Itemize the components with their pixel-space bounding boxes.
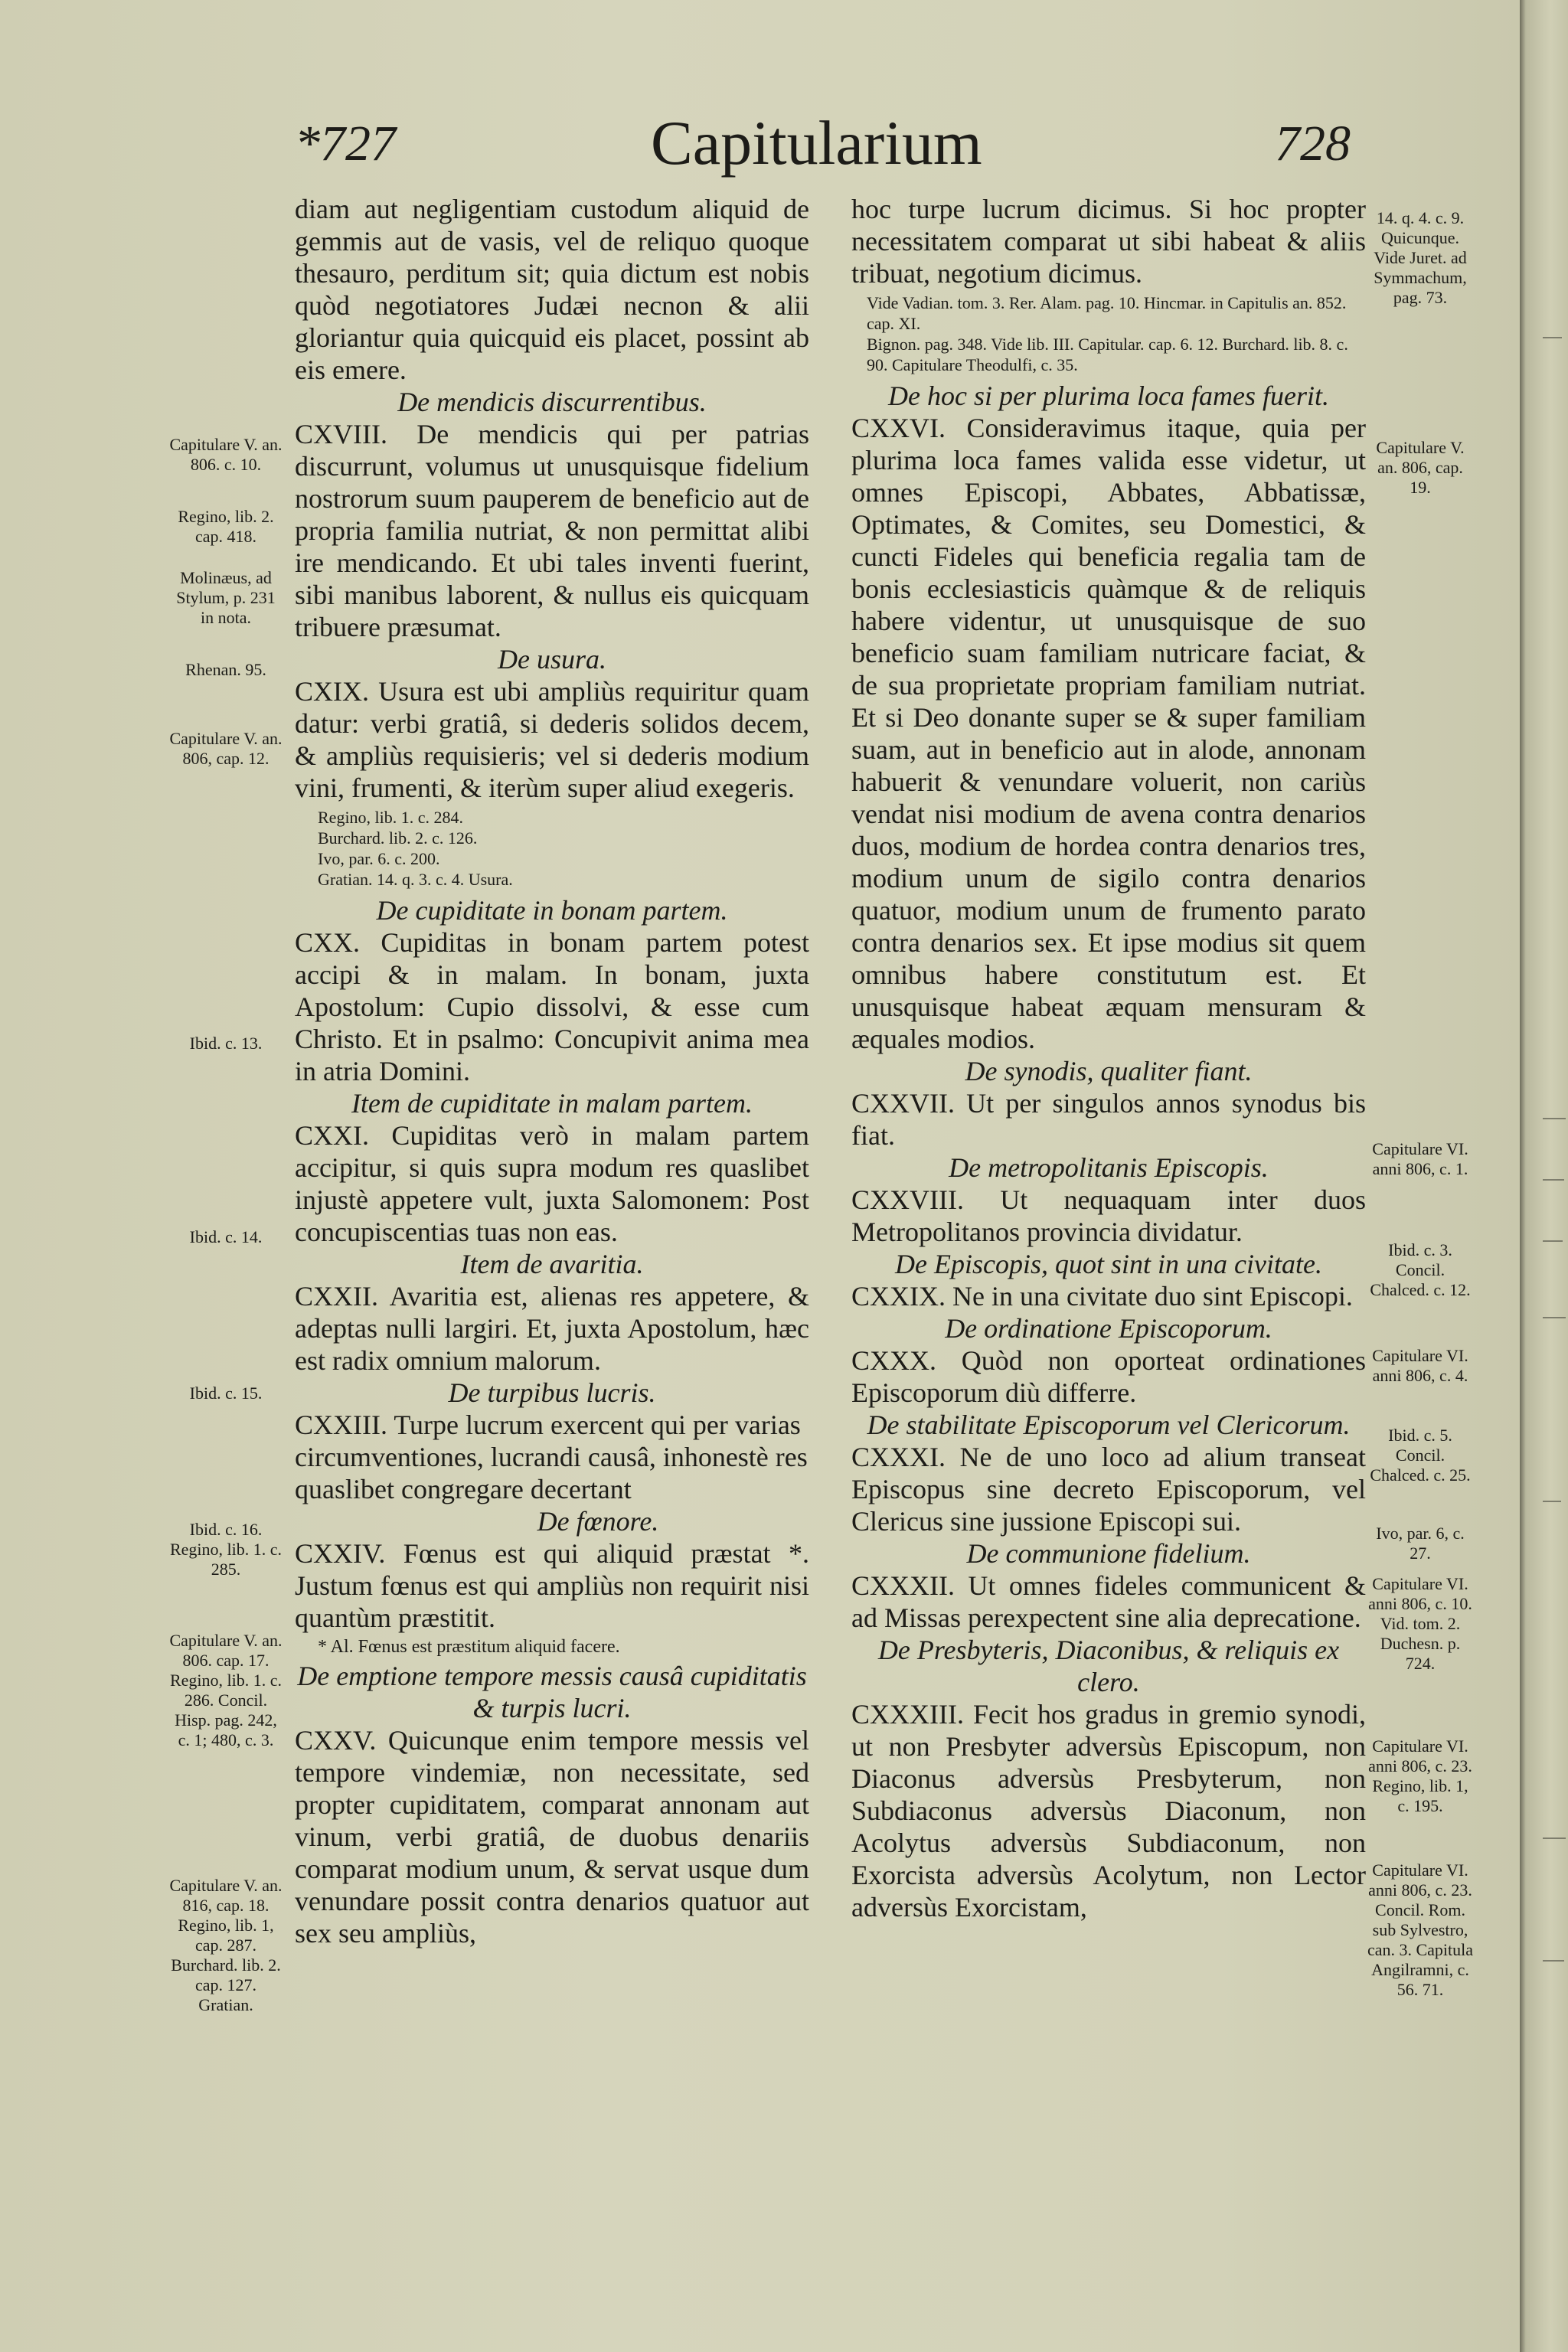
paragraph: CXXVII. Ut per singulos annos synodus bis fiat.: [851, 1088, 1366, 1151]
section-title: De cupiditate in bonam partem.: [376, 895, 728, 926]
section-title: De usura.: [498, 644, 606, 675]
section-title: De stabilitate Episcoporum vel Clericorum.: [867, 1410, 1351, 1440]
paragraph: CXXII. Avaritia est, alienas res appetere, & adeptas nulli largiri. Et, juxta Apostolum, hæc est radix omnium malorum.: [295, 1281, 809, 1376]
right-margin-note: Capitulare VI. anni 806, c. 1.: [1372, 1139, 1468, 1178]
right-margin-note: Ibid. c. 5. Concil. Chalced. c. 25.: [1370, 1426, 1471, 1485]
paragraph: CXXXIII. Fecit hos gradus in gremio synodi, ut non Presbyter adversùs Episcopum, non Diaconus adversùs Presbyterum, non Subdiaconus adversùs Diaconum, non Acolytus adversùs Subdiaconum, non Exorcista adversùs Acolytum, non Lector adversùs Exorcistam,: [851, 1699, 1366, 1922]
left-margin-note: Rhenan. 95.: [185, 660, 266, 679]
right-margin-note: Capitulare VI. anni 806, c. 23. Regino, lib. 1, c. 195.: [1368, 1736, 1472, 1815]
paragraph: CXXX. Quòd non oporteat ordinationes Episcoporum diù differre.: [851, 1345, 1366, 1408]
section-title: De Presbyteris, Diaconibus, & reliquis ex clero.: [877, 1635, 1340, 1697]
reference-note: Vide Vadian. tom. 3. Rer. Alam. pag. 10. Hincmar. in Capitulis an. 852. cap. XI.: [867, 293, 1347, 333]
reference-note: Bignon. pag. 348. Vide lib. III. Capitular. cap. 6. 12. Burchard. lib. 8. c. 90. Capitulare Theodulfi, c. 35.: [867, 335, 1348, 374]
section-title: De turpibus lucris.: [448, 1377, 656, 1408]
paragraph: CXXIX. Ne in una civitate duo sint Episcopi.: [851, 1281, 1353, 1312]
section-title: Item de avaritia.: [460, 1249, 644, 1279]
paragraph: CXXVI. Consideravimus itaque, quia per plurima loca fames valida esse videtur, ut omnes Episcopi, Abbates, Abbatissæ, Optimates, & Comites, seu Domestici, & cuncti Fideles qui beneficia regalia tam de bonis ecclesiasticis quàmque & de reliquis habere videntur, ut unusquisque de suo beneficio suam familiam nutricare faciat, & de sua proprietate propriam familiam nutriat. Et si Deo donante super se & super familiam suam, aut in beneficio aut in alode, annonam habuerit & venundare voluerit, non cariùs vendat nisi modium de avena contra denarios duos, modium de hordea contra denarios tres, modium unum de sigilo contra denarios quatuor, modium unum de frumento parato contra denarios sex. Et ipse modius sit quem omnibus habere constitutum est. Et unusquisque habeat æquam mensuram & æquales modios.: [851, 413, 1366, 1054]
section-title: De mendicis discurrentibus.: [397, 387, 707, 417]
footnote: * Al. Fœnus est præstitum aliquid facere.: [318, 1637, 620, 1657]
left-margin-note: Regino, lib. 2. cap. 418.: [178, 507, 274, 546]
left-margin-note: Capitulare V. an. 806. cap. 17. Regino, lib. 1. c. 286. Concil. Hisp. pag. 242, c. 1; 480, c. 3.: [169, 1631, 283, 1749]
section-title: De fœnore.: [537, 1506, 659, 1537]
left-column: [295, 193, 809, 1949]
paragraph: CXIX. Usura est ubi ampliùs requiritur quam datur: verbi gratiâ, si dederis solidos decem, & ampliùs requisieris; vel si dederis modium vini, frumenti, & iterùm super aliud exegeris.: [295, 676, 809, 803]
section-title: De communione fidelium.: [966, 1538, 1251, 1569]
section-title: De Episcopis, quot sint in una civitate.: [895, 1249, 1322, 1279]
paragraph: CXXV. Quicunque enim tempore messis vel tempore vindemiæ, non necessitate, sed propter cupiditatem, comparat annonam aut vinum, verbi gratiâ, de duobus denariis comparat modium unum, & servat usque dum venundare possit contra denarios quatuor aut sex seu ampliùs,: [295, 1725, 809, 1949]
left-page-number: *727: [295, 116, 396, 172]
paragraph: CXVIII. De mendicis qui per patrias discurrunt, volumus ut unusquisque fidelium nostrorum suum pauperem de beneficio aut de propria familia nutriat, & non permittat alibi ire mendicando. Et ubi tales inventi fuerint, sibi manibus laborent, & nullus eis quicquam tribuere præsumat.: [295, 419, 809, 642]
right-column: [851, 193, 1366, 1923]
left-margin-note: Ibid. c. 15.: [189, 1383, 263, 1403]
right-margin-note: 14. q. 4. c. 9. Quicunque. Vide Juret. ad Symmachum, pag. 73.: [1374, 208, 1467, 307]
section-title: De synodis, qualiter fiant.: [965, 1056, 1253, 1086]
paragraph: CXXI. Cupiditas verò in malam partem accipitur, si quis supra modum res quaslibet injustè appetere vult, juxta Salomonem: Post concupiscentias tuas non eas.: [295, 1120, 809, 1247]
right-margin-note: Capitulare VI. anni 806, c. 4.: [1372, 1346, 1468, 1385]
paragraph: CXX. Cupiditas in bonam partem potest accipi & in malam. In bonam, juxta Apostolum: Cupio dissolvi, & esse cum Christo. Et in psalmo: Concupivit anima mea in atria Domini.: [295, 927, 809, 1086]
right-margin-note: Ivo, par. 6, c. 27.: [1376, 1524, 1465, 1563]
right-page-number: 728: [1275, 116, 1351, 172]
reference-note: Ivo, par. 6. c. 200.: [318, 849, 440, 868]
paragraph: CXXXII. Ut omnes fideles communicent & ad Missas perexpectent sine alia deprecatione.: [851, 1570, 1366, 1633]
reference-note: Gratian. 14. q. 3. c. 4. Usura.: [318, 870, 513, 889]
section-title: De metropolitanis Episcopis.: [949, 1152, 1269, 1183]
right-margin-note: Capitulare VI. anni 806, c. 10. Vid. tom. 2. Duchesn. p. 724.: [1368, 1574, 1472, 1673]
section-title: Item de cupiditate in malam partem.: [351, 1088, 753, 1119]
left-margin-note: Capitulare V. an. 816, cap. 18. Regino, lib. 1, cap. 287. Burchard. lib. 2. cap. 127. Gratian.: [169, 1876, 283, 2014]
left-margin-note: Ibid. c. 14.: [189, 1227, 263, 1246]
reference-note: Regino, lib. 1. c. 284.: [318, 808, 464, 827]
running-title: Capitularium: [651, 108, 982, 178]
left-margin-note: Molinæus, ad Stylum, p. 231 in nota.: [176, 568, 276, 627]
left-margin-note: Ibid. c. 13.: [189, 1034, 263, 1053]
paragraph: hoc turpe lucrum dicimus. Si hoc propter necessitatem comparat ut sibi habeat & aliis tribuat, negotium dicimus.: [851, 194, 1366, 289]
left-margin-note: Capitulare V. an. 806. c. 10.: [169, 435, 283, 474]
left-margin-note: Ibid. c. 16. Regino, lib. 1. c. 285.: [169, 1520, 283, 1579]
right-margin-note: Capitulare V. an. 806, cap. 19.: [1376, 438, 1465, 497]
paragraph: diam aut negligentiam custodum aliquid de gemmis aut de vasis, vel de reliquo quoque thesauro, perditum sit; quia dictum est nobis quòd negotiatores Judæi necnon & alii gloriantur quia quicquid eis placet, possint ab eis emere.: [295, 194, 809, 385]
paragraph: CXXIII. Turpe lucrum exercent qui per varias circumventiones, lucrandi causâ, inhonestè res quaslibet congregare decertant: [295, 1410, 808, 1504]
right-margin-note: Capitulare VI. anni 806, c. 23. Concil. Rom. sub Sylvestro, can. 3. Capitula Angilramni, c. 56. 71.: [1367, 1860, 1474, 1999]
right-margin-note: Ibid. c. 3. Concil. Chalced. c. 12.: [1370, 1240, 1471, 1299]
section-title: De hoc si per plurima loca fames fuerit.: [888, 381, 1329, 411]
section-title: De ordinatione Episcoporum.: [945, 1313, 1272, 1344]
reference-note: Burchard. lib. 2. c. 126.: [318, 828, 478, 848]
adjacent-page-edge: [1520, 0, 1568, 2352]
paragraph: CXXXI. Ne de uno loco ad alium transeat Episcopus sine decreto Episcoporum, vel Clericus sine jussione Episcopi sui.: [851, 1442, 1366, 1537]
section-title: De emptione tempore messis causâ cupiditatis & turpis lucri.: [297, 1661, 807, 1723]
paragraph: CXXVIII. Ut nequaquam inter duos Metropolitanos provincia dividatur.: [851, 1184, 1366, 1247]
left-margin-note: Capitulare V. an. 806, cap. 12.: [169, 729, 283, 768]
paragraph: CXXIV. Fœnus est qui aliquid præstat *. Justum fœnus est qui ampliùs non requirit nisi quantùm præstitit.: [295, 1538, 809, 1633]
